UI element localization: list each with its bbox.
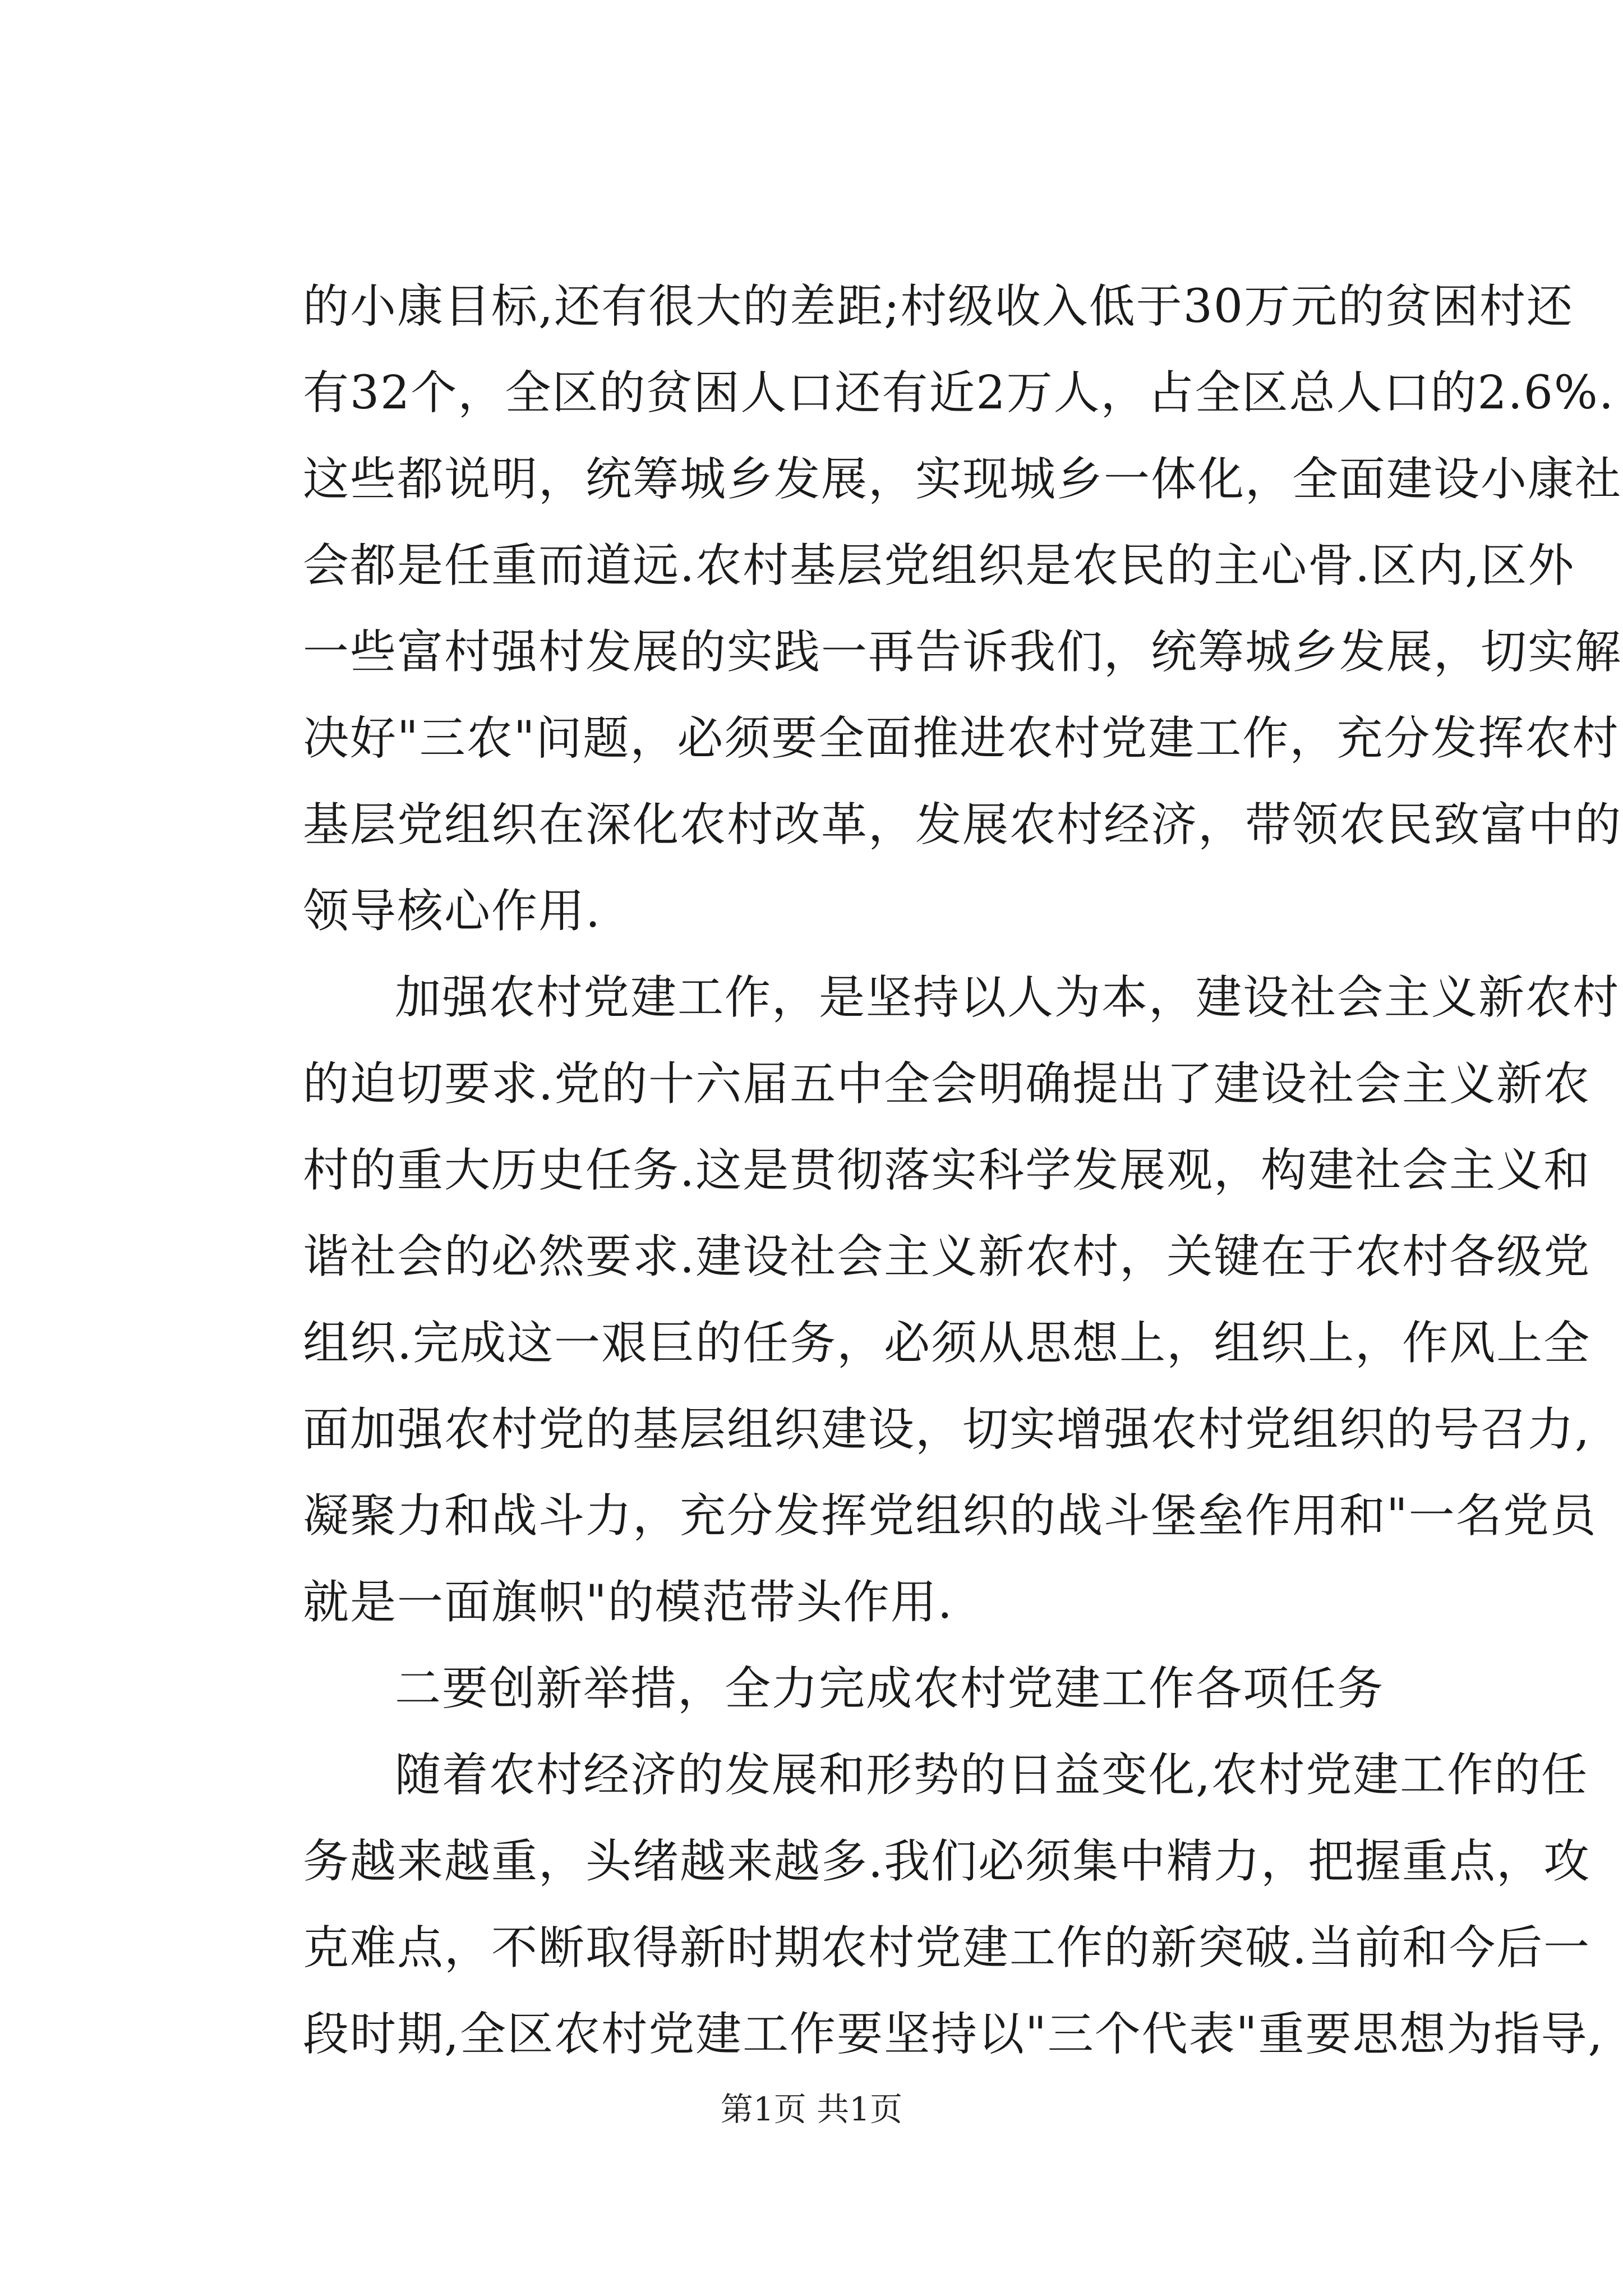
text-line: 组织.完成这一艰巨的任务，必须从思想上，组织上，作风上全 [303,1317,1591,1370]
text-line: 会都是任重而道远.农村基层党组织是农民的主心骨.区内,区外 [303,539,1575,592]
section-heading: 二要创新举措，全力完成农村党建工作各项任务 [395,1662,1385,1715]
text-line: 就是一面旗帜"的模范带头作用. [303,1576,953,1629]
text-line: 有32个，全区的贫困人口还有近2万人，占全区总人口的2.6%. [303,366,1615,420]
page-number-footer: 第1页 共1页 [720,2090,903,2128]
text-line: 领导核心作用. [303,885,602,938]
text-line: 务越来越重，头绪越来越多.我们必须集中精力，把握重点，攻 [303,1835,1591,1888]
text-line: 的小康目标,还有很大的差距;村级收入低于30万元的贫困村还 [303,280,1574,333]
text-line: 凝聚力和战斗力，充分发挥党组织的战斗堡垒作用和"一名党员 [303,1489,1597,1543]
text-line-indented: 加强农村党建工作，是坚持以人为本，建设社会主义新农村 [395,971,1620,1024]
text-line: 一些富村强村发展的实践一再告诉我们，统筹城乡发展，切实解 [303,625,1622,679]
text-line: 面加强农村党的基层组织建设，切实增强农村党组织的号召力, [303,1403,1591,1456]
text-line: 基层党组织在深化农村改革，发展农村经济，带领农民致富中的 [303,798,1622,852]
text-line: 村的重大历史任务.这是贯彻落实科学发展观，构建社会主义和 [303,1144,1591,1197]
document-body [303,264,1622,2078]
text-line: 决好"三农"问题，必须要全面推进农村党建工作，充分发挥农村 [303,712,1620,765]
text-line: 克难点，不断取得新时期农村党建工作的新突破.当前和今后一 [303,1921,1591,1975]
text-line: 这些都说明，统筹城乡发展，实现城乡一体化，全面建设小康社 [303,453,1622,506]
text-line-indented: 随着农村经济的发展和形势的日益变化,农村党建工作的任 [395,1749,1589,1802]
text-line: 的迫切要求.党的十六届五中全会明确提出了建设社会主义新农 [303,1057,1591,1111]
text-line: 谐社会的必然要求.建设社会主义新农村，关键在于农村各级党 [303,1230,1591,1283]
text-line: 段时期,全区农村党建工作要坚持以"三个代表"重要思想为指导, [303,2008,1604,2061]
